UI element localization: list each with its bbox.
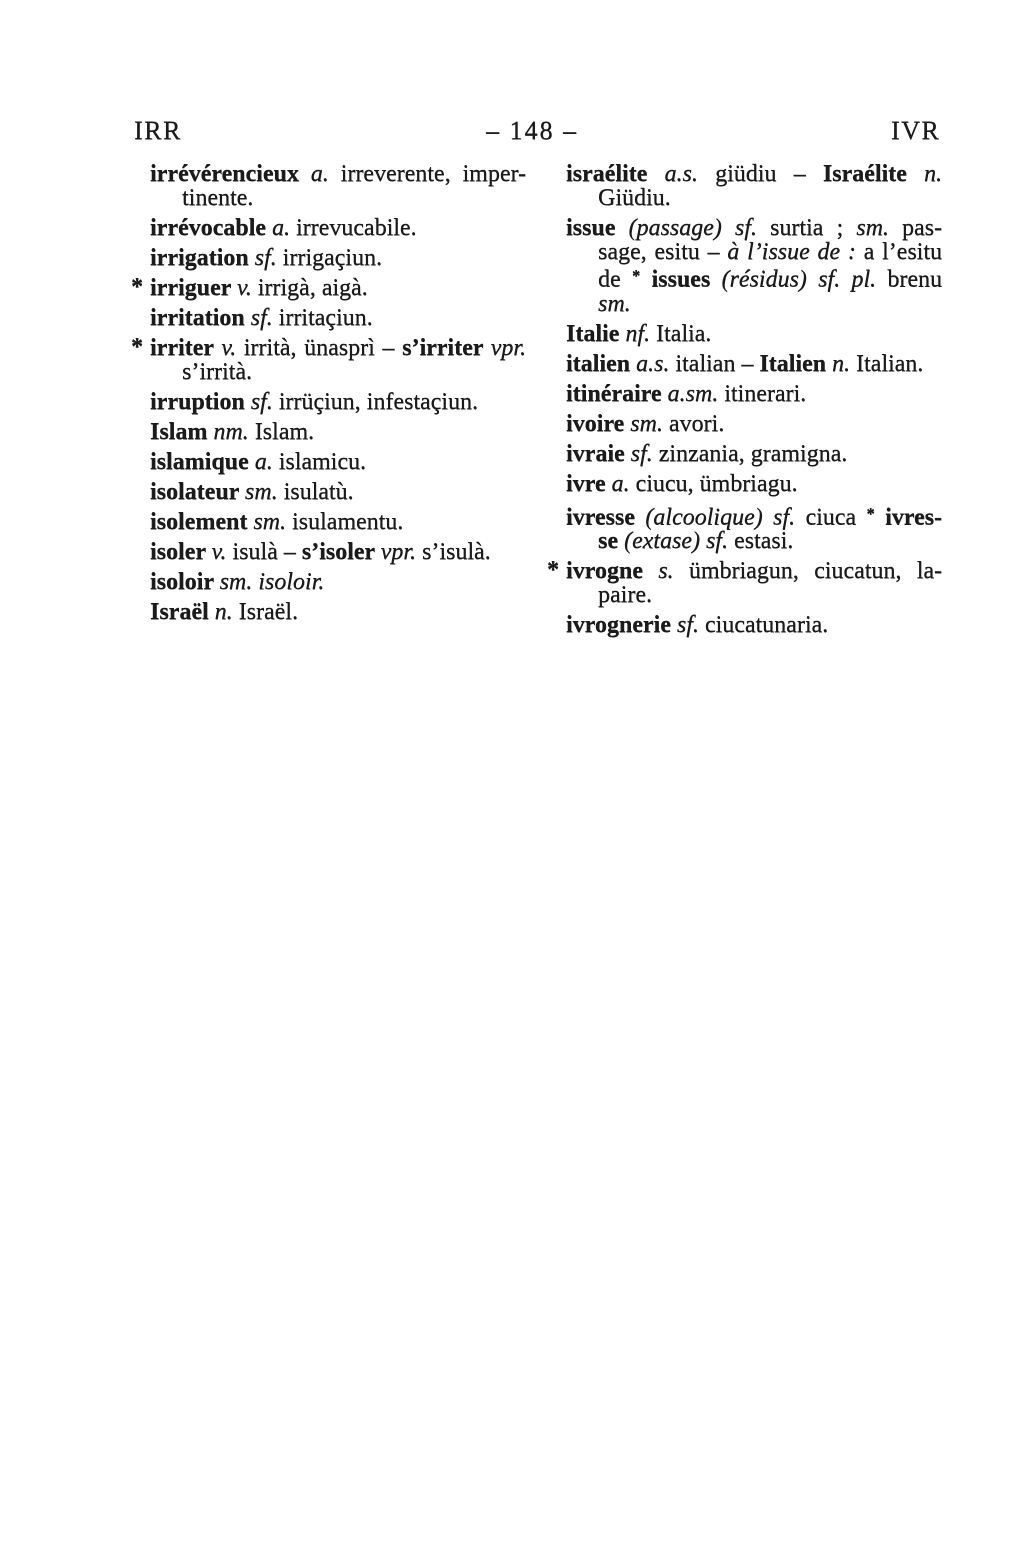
grammar-label: s. xyxy=(658,558,689,585)
headword-text: Israël xyxy=(150,599,215,625)
translation-text: estasi. xyxy=(733,528,794,555)
translation-text: ümbriagun, ciucatun, la- xyxy=(688,558,942,585)
entry-line xyxy=(566,322,942,346)
grammar-label: nf. xyxy=(625,320,656,347)
grammar-label: v. xyxy=(221,335,244,361)
dictionary-entry xyxy=(566,216,942,316)
translation-text: italian – xyxy=(675,350,760,377)
grammar-label: sm. xyxy=(244,479,284,505)
header-page-number: – 148 – xyxy=(486,116,578,145)
entry-line xyxy=(566,502,942,530)
headword-text: issues xyxy=(651,266,722,293)
grammar-label: a. xyxy=(310,161,341,187)
entry-line xyxy=(150,306,526,330)
grammar-label: à l’issue de : xyxy=(727,239,864,265)
entry-line xyxy=(566,186,942,210)
star-superscript: * xyxy=(866,503,886,523)
translation-text: brenu xyxy=(887,266,943,293)
translation-text: irrigaçiun. xyxy=(282,245,382,271)
headword-text: ivraie xyxy=(566,440,631,467)
dictionary-entry xyxy=(566,162,942,210)
dictionary-entry xyxy=(150,246,526,270)
headword-text: issue xyxy=(566,215,629,241)
dictionary-entry xyxy=(150,420,526,444)
translation-text: Italian. xyxy=(856,350,924,377)
grammar-label: a. xyxy=(254,449,279,475)
grammar-label: sm. xyxy=(598,290,631,317)
entry-line xyxy=(566,264,942,292)
dictionary-entry xyxy=(150,600,526,624)
headword-text: isoler xyxy=(150,539,212,565)
headword-text: irruption xyxy=(150,389,251,415)
grammar-label: sm. xyxy=(856,215,903,241)
headword-text: isolateur xyxy=(150,479,245,505)
dictionary-entry xyxy=(566,502,942,554)
dictionary-entry xyxy=(566,472,942,496)
headword-text: ivoire xyxy=(566,410,631,437)
translation-text: de xyxy=(598,266,632,293)
entry-line xyxy=(150,540,526,564)
entry-line xyxy=(150,480,526,504)
headword-text: irritation xyxy=(150,305,251,331)
grammar-label: sf. xyxy=(254,245,283,271)
translation-text: itinerari. xyxy=(724,380,807,407)
dictionary-entry xyxy=(566,352,942,376)
translation-text: irrità, ünasprì – xyxy=(243,335,403,361)
translation-text: ciucatunaria. xyxy=(704,612,829,639)
translation-text: s’isulà. xyxy=(421,539,491,565)
grammar-label: n. xyxy=(924,161,943,187)
entry-line xyxy=(150,246,526,270)
translation-text: sage, esitu – xyxy=(598,239,728,265)
headword-text: Israélite xyxy=(822,161,925,187)
entry-line xyxy=(150,276,526,300)
grammar-label: (extase) sf. xyxy=(624,528,734,555)
dictionary-column-left xyxy=(131,161,526,630)
entry-line xyxy=(150,600,526,624)
dictionary-entry xyxy=(566,442,942,466)
grammar-label: nm. xyxy=(213,419,255,445)
entry-line xyxy=(566,559,942,583)
headword-text: ivre xyxy=(566,470,612,497)
dictionary-entry xyxy=(566,322,942,346)
header-guideword-left: IRR xyxy=(134,116,182,145)
entry-line xyxy=(566,472,942,496)
translation-text: irrüçiun, infestaçiun. xyxy=(278,389,478,415)
entry-line xyxy=(566,412,942,436)
translation-text: irrigà, aigà. xyxy=(257,275,368,301)
entry-line xyxy=(566,583,942,607)
translation-text: s’irrità. xyxy=(182,359,252,385)
dictionary-column-right xyxy=(547,161,943,643)
headword-text: s’isoler xyxy=(301,539,381,565)
headword-text: ivres- xyxy=(885,504,943,531)
grammar-label: (alcoolique) sf. xyxy=(645,504,806,531)
grammar-label: sf. xyxy=(250,305,279,331)
dictionary-entry xyxy=(150,390,526,414)
grammar-label: sf. xyxy=(630,440,659,467)
dictionary-entry xyxy=(150,306,526,330)
entry-line xyxy=(566,240,942,264)
grammar-label: n. xyxy=(832,350,856,377)
entry-line xyxy=(566,382,942,406)
entry-star-marker: * xyxy=(131,334,143,360)
translation-text: irreverente, imper- xyxy=(340,161,526,187)
grammar-label: a. xyxy=(611,470,636,497)
dictionary-entry xyxy=(566,412,942,436)
grammar-label: v. xyxy=(236,275,258,301)
grammar-label: vpr. xyxy=(490,335,526,361)
headword-text: irriter xyxy=(150,335,222,361)
headword-text: Islam xyxy=(150,419,214,445)
dictionary-entry xyxy=(150,480,526,504)
translation-text: irrevucabile. xyxy=(295,215,417,241)
dictionary-entry xyxy=(547,557,942,609)
grammar-label: a.s. xyxy=(664,161,716,187)
grammar-label: v. xyxy=(211,539,233,565)
entry-line xyxy=(150,216,526,240)
entry-line xyxy=(566,529,942,553)
grammar-label: sf. xyxy=(250,389,279,415)
dictionary-entry xyxy=(150,162,526,210)
dictionary-entry xyxy=(150,450,526,474)
translation-text: avori. xyxy=(668,410,725,437)
translation-text: isulà – xyxy=(232,539,302,565)
headword-text: irrévocable xyxy=(150,215,272,241)
grammar-label: a.sm. xyxy=(667,380,725,407)
dictionary-entry xyxy=(150,570,526,594)
headword-text: ivresse xyxy=(566,504,646,531)
translation-text: ciucu, ümbriagu. xyxy=(635,470,798,497)
translation-text: Italia. xyxy=(656,320,712,347)
entry-line xyxy=(150,570,526,594)
grammar-label: sm. xyxy=(630,410,669,437)
translation-text: surtia ; xyxy=(770,215,857,241)
grammar-label: a. xyxy=(271,215,296,241)
headword-text: Italie xyxy=(566,320,626,347)
translation-text: paire. xyxy=(598,582,652,609)
dictionary-entry xyxy=(150,216,526,240)
entry-line xyxy=(150,186,526,210)
translation-text: irritaçiun. xyxy=(278,305,373,331)
translation-text: Islam. xyxy=(254,419,315,445)
entry-line xyxy=(150,390,526,414)
entry-line xyxy=(566,442,942,466)
entry-line xyxy=(150,420,526,444)
translation-text: zinzania, gramigna. xyxy=(658,440,848,467)
dictionary-entry xyxy=(131,274,526,301)
headword-text: itinéraire xyxy=(566,380,668,407)
dictionary-entry xyxy=(150,510,526,534)
translation-text: a l’esitu xyxy=(863,239,942,265)
headword-text: Italien xyxy=(759,350,832,377)
headword-text: se xyxy=(598,528,624,555)
entry-line xyxy=(150,450,526,474)
headword-text: ivrognerie xyxy=(566,612,677,639)
dictionary-entry xyxy=(150,540,526,564)
entry-line xyxy=(150,162,526,186)
translation-text: isulamentu. xyxy=(291,509,404,535)
entry-line xyxy=(566,292,942,316)
headword-text: ivrogne xyxy=(566,558,659,585)
headword-text: irrigation xyxy=(150,245,255,271)
translation-text: pas- xyxy=(902,215,942,241)
grammar-label: a.s. xyxy=(636,350,676,377)
grammar-label: n. xyxy=(214,599,239,625)
headword-text: irriguer xyxy=(150,275,237,301)
entry-line xyxy=(150,360,526,384)
dictionary-entry xyxy=(131,334,526,385)
headword-text: isoloir xyxy=(150,569,220,595)
star-superscript: * xyxy=(631,266,652,285)
headword-text: s’irriter xyxy=(402,335,491,361)
grammar-label: sm. xyxy=(253,509,292,535)
entry-line xyxy=(150,510,526,534)
entry-star-marker: * xyxy=(131,274,143,300)
grammar-label: sm. isoloir. xyxy=(219,569,325,595)
grammar-label: vpr. xyxy=(380,539,422,565)
header-guideword-right: IVR xyxy=(891,116,941,145)
entry-line xyxy=(566,613,942,637)
dictionary-entry xyxy=(566,613,942,637)
translation-text: ciuca xyxy=(805,504,867,531)
translation-text: islamicu. xyxy=(278,449,367,475)
headword-text: irrévérencieux xyxy=(150,161,311,187)
grammar-label: (résidus) sf. pl. xyxy=(721,266,888,293)
entry-line xyxy=(566,352,942,376)
headword-text: isolement xyxy=(150,509,254,535)
headword-text: islamique xyxy=(150,449,255,475)
translation-text: giüdiu – xyxy=(715,161,823,187)
grammar-label: sf. xyxy=(676,612,705,639)
grammar-label: (passage) sf. xyxy=(628,215,771,241)
translation-text: Israël. xyxy=(238,599,298,625)
translation-text: tinente. xyxy=(182,185,254,211)
headword-text: italien xyxy=(566,350,636,377)
entry-line xyxy=(566,216,942,240)
entry-star-marker: * xyxy=(547,557,559,584)
headword-text: israélite xyxy=(566,161,665,187)
entry-line xyxy=(566,162,942,186)
dictionary-entry xyxy=(566,382,942,406)
translation-text: isulatù. xyxy=(283,479,354,505)
entry-line xyxy=(150,336,526,360)
translation-text: Giüdiu. xyxy=(598,185,671,211)
